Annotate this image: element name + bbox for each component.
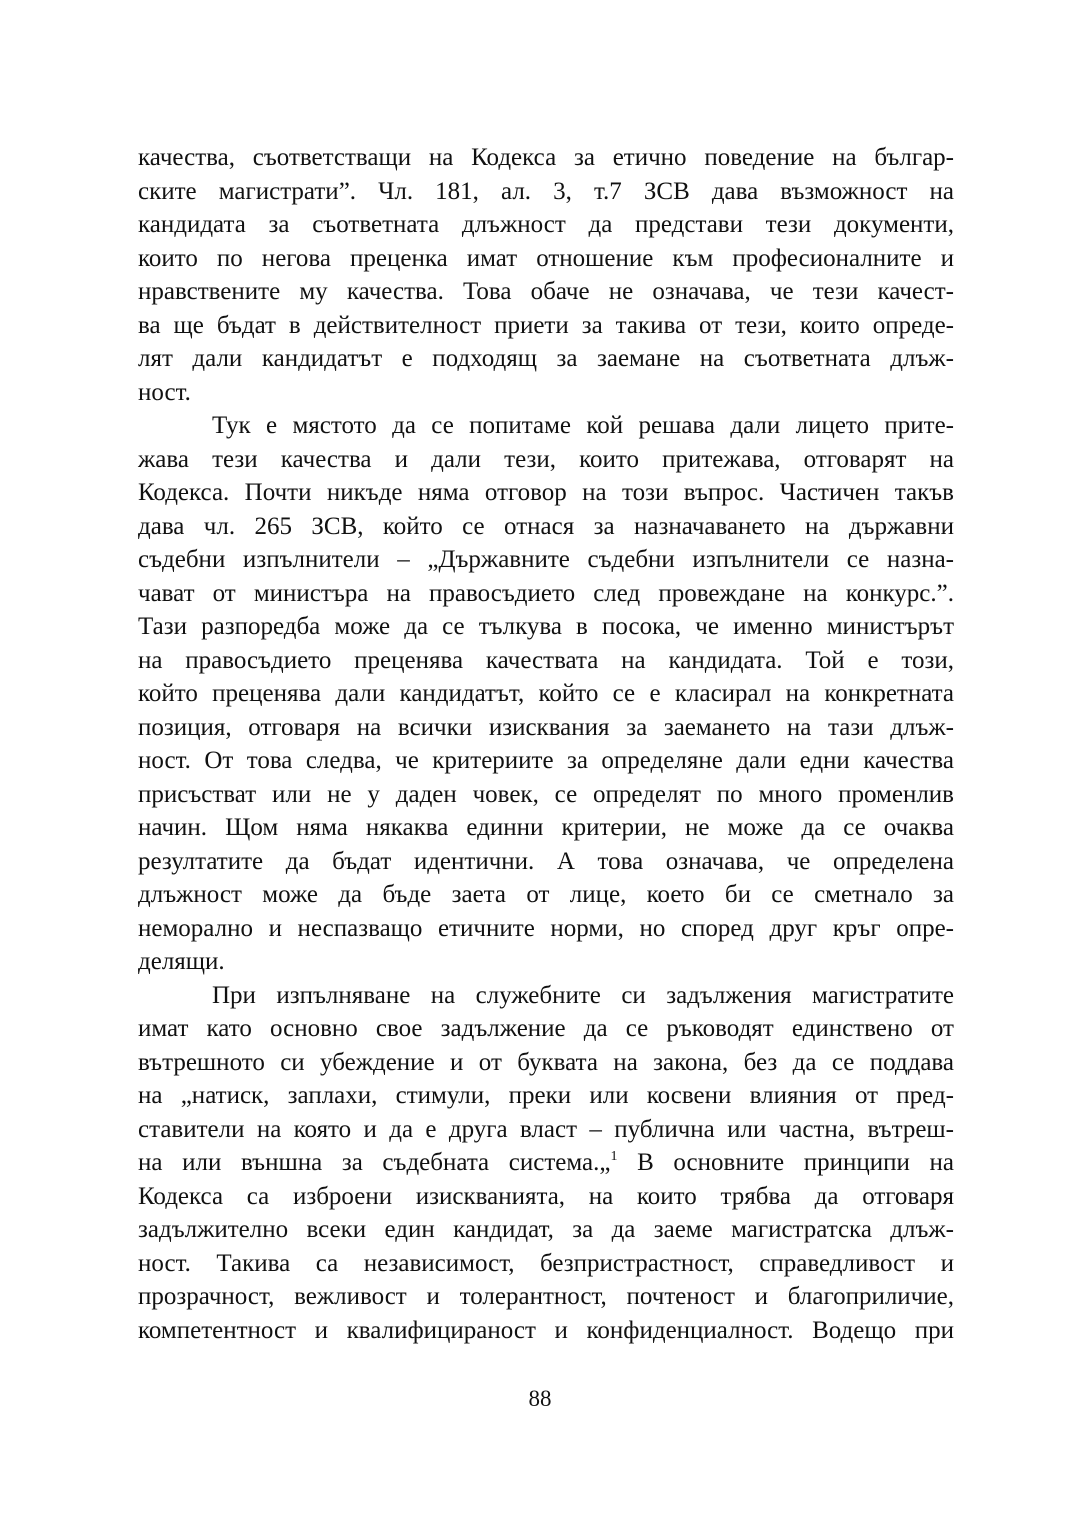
- page-number: 88: [528, 1386, 552, 1411]
- text-line: който преценява дали кандидатът, който се е класирал на конкретната: [138, 680, 954, 707]
- text-line: начин. Щом няма някаква единни критерии, не може да се очаква: [138, 814, 954, 841]
- text-line: ност.: [138, 378, 191, 406]
- text-line: на „натиск, заплахи, стимули, преки или косвени влияния от пред-: [138, 1082, 954, 1109]
- footnote-marker: 1: [610, 1149, 618, 1164]
- text-line: резултатите да бъдат идентични. А това означава, че определена: [138, 847, 954, 875]
- text-line: позиция, отговаря на всички изисквания за заемането на тази длъж-: [138, 713, 954, 741]
- text-line: жава тези качества и дали тези, които притежава, отговарят на: [138, 445, 954, 473]
- text-line: качества, съответстващи на Кодекса за етично поведение на българ-: [138, 144, 954, 171]
- text-line: нравствените му качества. Това обаче не означава, че тези качест-: [138, 278, 954, 305]
- text-line: ставители на която и да е друга власт – публична или частна, вътреш-: [138, 1115, 954, 1143]
- footnote-line-after: В основните принципи на: [617, 1149, 955, 1176]
- text-line: задължително всеки един кандидат, за да заеме магистратска длъж-: [138, 1216, 954, 1243]
- footnote-line: [138, 1146, 954, 1180]
- text-line: ност. Такива са независимост, безпристрастност, справедливост и: [138, 1249, 954, 1277]
- text-line: прозрачност, вежливост и толерантност, почтеност и благоприличие,: [138, 1283, 954, 1310]
- text-line: лят дали кандидатът е подходящ за заемане на съответната длъж-: [138, 345, 954, 372]
- text-line: чават от министъра на правосъдието след провеждане на конкурс.”.: [138, 579, 954, 607]
- text-line: имат като основно свое задължение да се ръководят единствено от: [138, 1015, 954, 1042]
- text-line: дава чл. 265 ЗСВ, който се отнася за назначаването на държавни: [138, 512, 954, 540]
- text-line: съдебни изпълнители – „Държавните съдебни изпълнители се назна-: [138, 546, 954, 573]
- text-line: които по негова преценка имат отношение към професионалните и: [138, 244, 954, 272]
- paragraph-2: [138, 409, 954, 979]
- text-line: длъжност може да бъде заета от лице, което би се сметнало за: [138, 881, 954, 908]
- text-line: Кодекса са изброени изискванията, на които трябва да отговаря: [138, 1182, 954, 1210]
- text-line: кандидата за съответната длъжност да представи тези документи,: [138, 211, 954, 238]
- text-line: Кодекса. Почти никъде няма отговор на този въпрос. Частичен такъв: [138, 479, 954, 506]
- paragraph-1: [138, 141, 954, 409]
- text-line: Тук е мястото да се попитаме кой решава дали лицето прите-: [212, 412, 954, 439]
- text-line: вътрешното си убеждение и от буквата на закона, без да се поддава: [138, 1048, 954, 1076]
- text-line: ност. От това следва, че критериите за определяне дали едни качества: [138, 747, 954, 774]
- text-line: делящи.: [138, 948, 225, 975]
- text-line: ските магистрати”. Чл. 181, ал. 3, т.7 ЗСВ дава възможност на: [138, 177, 954, 205]
- text-line: компетентност и квалифицираност и конфиденциалност. Водещо при: [138, 1316, 954, 1344]
- text-line: присъстват или не у даден човек, се определят по много променлив: [138, 780, 954, 808]
- text-line: неморално и неспазващо етичните норми, но според друг кръг опре-: [138, 914, 954, 942]
- text-line: Тази разпоредба може да се тълкува в посока, че именно министърът: [138, 613, 954, 640]
- text-line: ва ще бъдат в действителност приети за такива от тези, които опреде-: [138, 311, 954, 339]
- footnote-line-before: на или външна за съдебната система.„: [138, 1149, 611, 1176]
- body-text: [138, 141, 954, 1347]
- text-line: При изпълняване на служебните си задължения магистратите: [212, 981, 954, 1009]
- text-line: на правосъдието преценява качествата на кандидата. Той е този,: [138, 646, 954, 674]
- paragraph-3: [138, 979, 954, 1348]
